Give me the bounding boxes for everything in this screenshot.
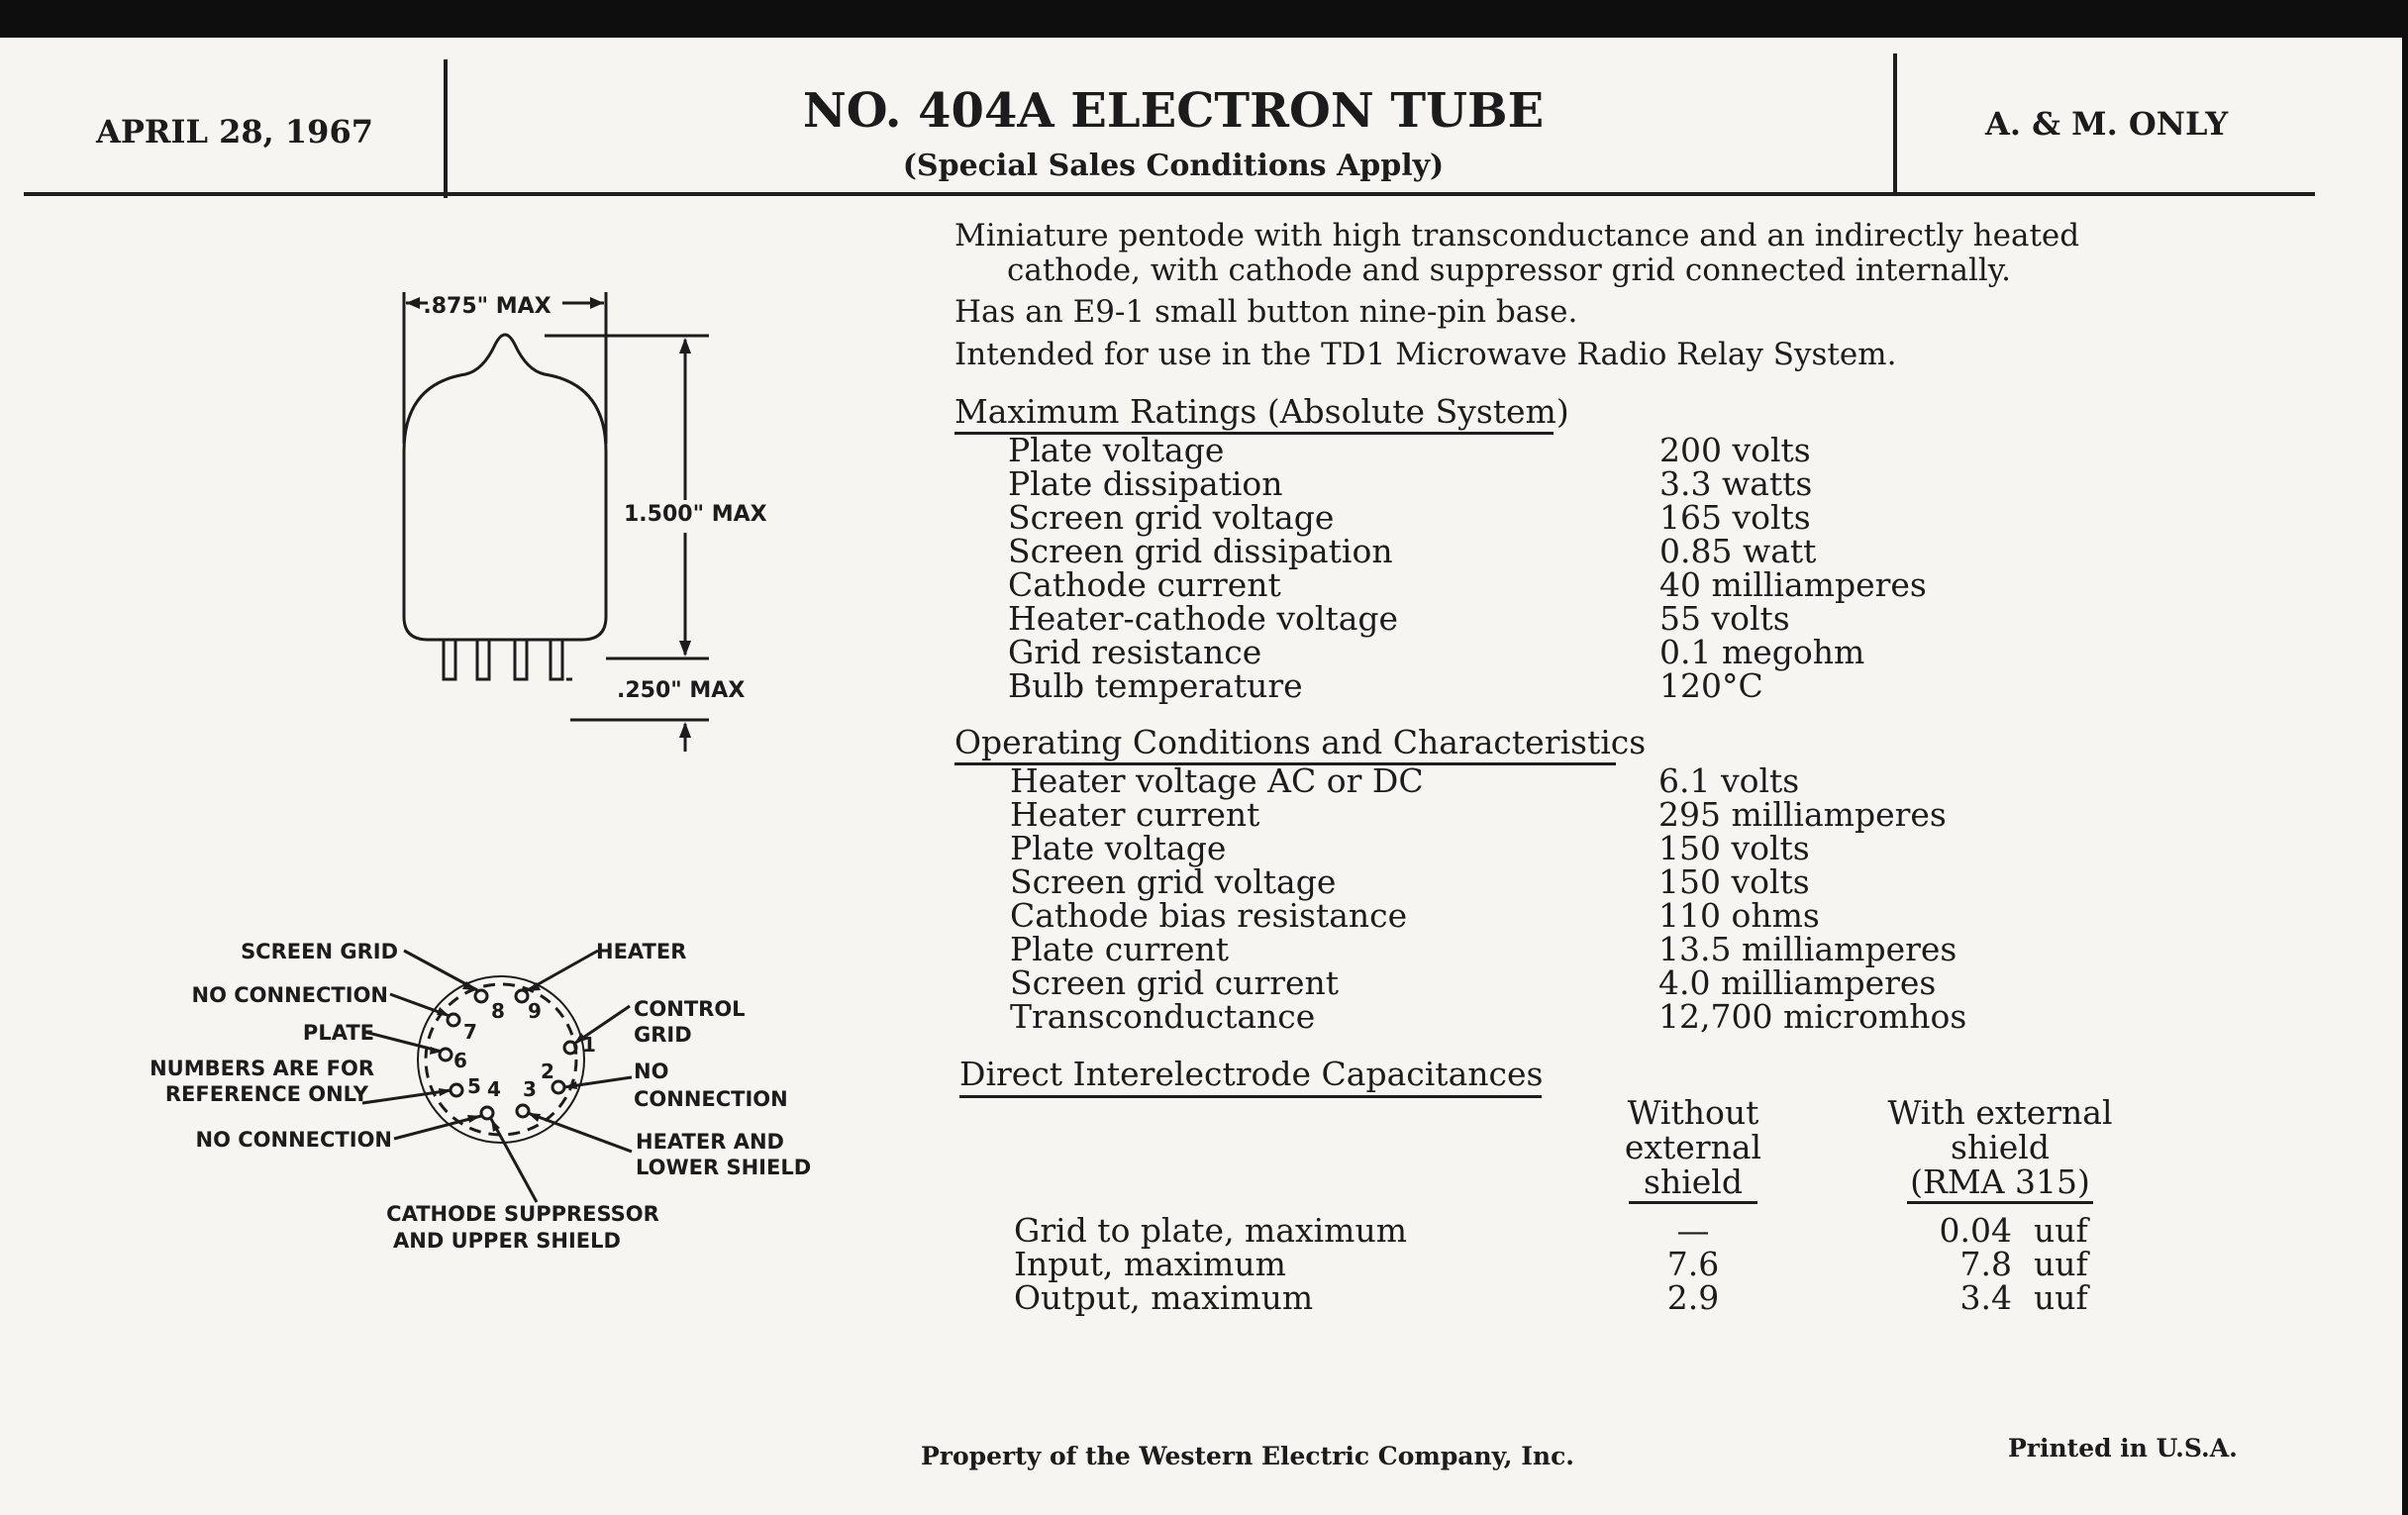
table-row [1008,498,1998,537]
document-title: NO. 404A ELECTRON TUBE [802,83,1545,139]
label-no-connection-2b: CONNECTION [634,1087,788,1111]
with-shield-value: 0.04 [1939,1211,2012,1250]
header-rule [24,192,2315,196]
document-subtitle: (Special Sales Conditions Apply) [902,149,1445,183]
row-label: Plate dissipation [1008,464,1283,503]
label-screen-grid: SCREEN GRID [241,940,398,963]
row-label: Transconductance [1010,997,1316,1036]
pin-number-1: 1 [582,1033,596,1057]
row-label: Screen grid current [1010,963,1340,1002]
without-shield-header-line-2: external [1624,1128,1762,1166]
restriction-note: A. & M. ONLY [1985,105,2229,143]
header-divider-left [444,59,448,198]
label-heater-shield-2: LOWER SHIELD [636,1156,812,1179]
description-line-2: cathode, with cathode and suppressor grid connected internally. [1007,252,2012,288]
table-row [1014,1245,2202,1283]
header-divider-right [1893,53,1897,194]
table-row [1008,431,1998,469]
table-row [1010,963,2000,1002]
pin-number-2: 2 [541,1060,554,1083]
pin-number-8: 8 [491,999,505,1023]
row-label: Cathode bias resistance [1010,896,1408,935]
label-numbers-note-2: REFERENCE ONLY [164,1082,368,1106]
document-page [0,38,2402,1515]
description-line-1: Miniature pentode with high transconductance and an indirectly heated [954,218,2080,253]
description-line-3: Has an E9-1 small button nine-pin base. [954,294,1578,330]
row-value: 295 milliamperes [1658,795,1947,834]
without-shield-header-line-3: shield [1644,1162,1743,1201]
description-line-4: Intended for use in the TD1 Microwave Radio Relay System. [954,337,1897,372]
row-value: 40 milliamperes [1659,565,1927,604]
table-row [1014,1278,2202,1317]
row-label: Input, maximum [1014,1245,1286,1283]
base-pin-diagram [129,889,842,1275]
with-shield-header-line-3: (RMA 315) [1910,1162,2090,1201]
with-shield-unit: uuf [2034,1278,2088,1317]
pin-number-5: 5 [467,1074,481,1098]
max-ratings-table [1008,431,1998,705]
capacitance-underline [959,1095,1542,1098]
row-value: 150 volts [1658,829,1810,867]
row-label: Bulb temperature [1008,666,1303,705]
table-row [1008,666,1998,705]
label-numbers-note-1: NUMBERS ARE FOR [150,1057,374,1080]
row-label: Screen grid voltage [1008,498,1335,537]
table-row [1010,896,2000,935]
table-row [1014,1211,2202,1250]
label-heater-shield-1: HEATER AND [636,1130,784,1154]
table-row [1008,565,1998,604]
with-shield-header-line-1: With external [1887,1093,2113,1132]
with-shield-value: 7.8 [1959,1245,2012,1283]
label-control-grid-2: GRID [634,1023,692,1047]
label-plate: PLATE [302,1021,374,1045]
row-label: Grid to plate, maximum [1014,1211,1408,1250]
height-dimension-label: 1.500" MAX [624,502,767,527]
printed-notice: Printed in U.S.A. [2008,1434,2238,1463]
pin-number-9: 9 [528,999,542,1023]
row-label: Cathode current [1008,565,1281,604]
without-shield-underline [1629,1201,1757,1204]
with-shield-unit: uuf [2034,1211,2088,1250]
row-label: Heater voltage AC or DC [1010,761,1424,800]
table-row [1010,829,2000,867]
row-value: 200 volts [1659,431,1811,469]
table-row [1008,599,1998,638]
with-shield-header-line-2: shield [1951,1128,2050,1166]
label-cathode-1: CATHODE SUPPRESSOR [386,1202,659,1226]
label-cathode-2: AND UPPER SHIELD [393,1229,621,1253]
without-shield-value: 2.9 [1666,1278,1720,1317]
issue-date: APRIL 28, 1967 [96,113,373,151]
row-value: 0.1 megohm [1659,633,1865,671]
operating-table [1010,761,2000,1036]
table-row [1010,761,2000,800]
table-row [1010,795,2000,834]
pin-dimension-label: .250" MAX [617,678,746,703]
without-shield-header [1614,1095,1772,1199]
pin-number-3: 3 [523,1077,537,1101]
row-value: 110 ohms [1658,896,1820,935]
table-row [1008,464,1998,503]
operating-heading: Operating Conditions and Characteristics [954,723,1647,761]
row-label: Plate voltage [1010,829,1227,867]
max-ratings-heading: Maximum Ratings (Absolute System) [954,392,1569,431]
row-value: 12,700 micromhos [1658,997,1967,1036]
label-no-connection-2a: NO [634,1060,669,1083]
pin-number-7: 7 [463,1020,477,1044]
without-shield-header-line-1: Without [1627,1093,1759,1132]
pin-number-6: 6 [453,1049,467,1072]
row-value: 13.5 milliamperes [1658,930,1957,968]
table-row [1010,862,2000,901]
label-no-connection-8: NO CONNECTION [191,983,388,1007]
row-label: Plate current [1010,930,1230,968]
row-label: Grid resistance [1008,633,1262,671]
label-control-grid-1: CONTROL [634,997,746,1021]
row-label: Heater current [1010,795,1260,834]
row-label: Screen grid dissipation [1008,532,1393,570]
property-notice: Property of the Western Electric Company, Inc. [921,1442,1575,1470]
table-row [1008,633,1998,671]
tube-outline-drawing [356,236,772,770]
row-label: Plate voltage [1008,431,1225,469]
without-shield-value: — [1676,1211,1710,1250]
row-label: Output, maximum [1014,1278,1314,1317]
row-value: 4.0 milliamperes [1658,963,1937,1002]
row-value: 120°C [1659,666,1763,705]
row-value: 150 volts [1658,862,1810,901]
row-label: Screen grid voltage [1010,862,1337,901]
table-row [1008,532,1998,570]
with-shield-header [1876,1095,2124,1199]
without-shield-value: 7.6 [1666,1245,1720,1283]
pin-number-4: 4 [487,1077,501,1101]
with-shield-value: 3.4 [1959,1278,2012,1317]
row-value: 6.1 volts [1658,761,1800,800]
row-value: 0.85 watt [1659,532,1817,570]
label-heater: HEATER [596,940,687,963]
table-row [1010,997,2000,1036]
row-value: 3.3 watts [1659,464,1813,503]
capacitance-heading: Direct Interelectrode Capacitances [959,1055,1544,1093]
table-row [1010,930,2000,968]
row-label: Heater-cathode voltage [1008,599,1399,638]
row-value: 55 volts [1659,599,1790,638]
label-no-connection-5: NO CONNECTION [195,1128,392,1152]
width-dimension-label: .875" MAX [423,294,552,319]
row-value: 165 volts [1659,498,1811,537]
capacitance-table [1014,1211,2202,1317]
with-shield-unit: uuf [2034,1245,2088,1283]
with-shield-underline [1907,1201,2093,1204]
